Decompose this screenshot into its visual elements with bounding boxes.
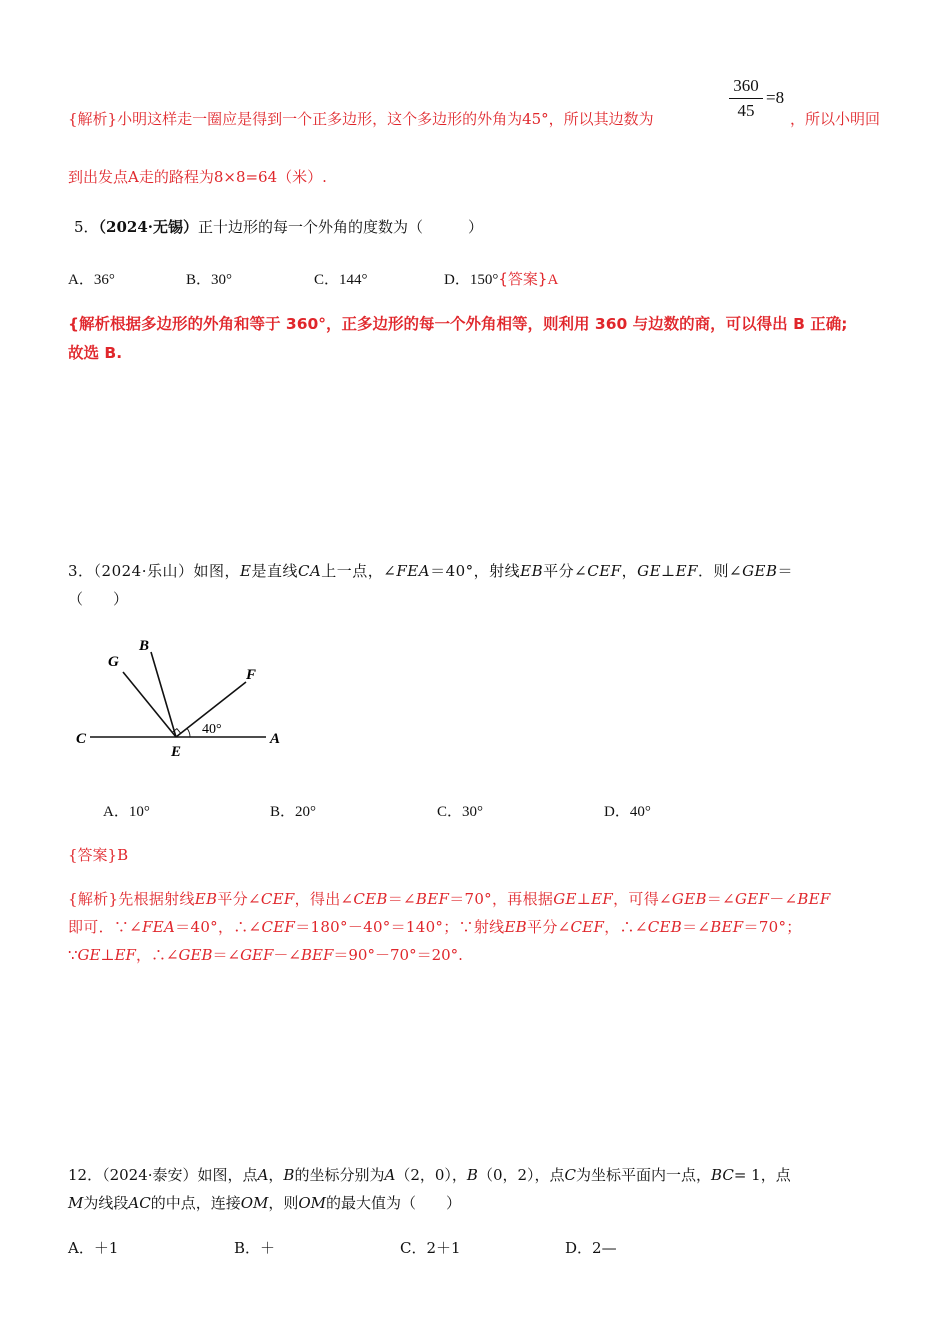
q3-stem-line2: （ ） (68, 590, 129, 608)
q5-analysis-line1: {解析根据多边形的外角和等于 360°，正多边形的每一个外角相等，则利用 360 与边数的商，可以得出 B 正确; (68, 315, 848, 333)
q12-number: 12． (68, 1166, 103, 1184)
q12-stem-line2: M为线段AC的中点，连接OM，则OM的最大值为（ ） (68, 1194, 462, 1212)
label-a: A (270, 731, 281, 747)
q3-option-c: C．30° (437, 804, 484, 820)
q12-option-a: A．＋1 (68, 1239, 119, 1257)
q5-option-c: C．144° (314, 272, 368, 288)
q3-analysis-line3: ∵GE⊥EF，∴∠GEB＝∠GEF－∠BEF＝90°－70°＝20°. (68, 946, 463, 964)
prev-analysis-line1: {解析}小明这样走一圈应是得到一个正多边形，这个多边形的外角为45°，所以其边数为 (68, 110, 654, 128)
prev-analysis-tail: ，所以小明回 (790, 110, 881, 128)
angle-label: 40° (202, 722, 222, 737)
q5-stem: 正十边形的每一个外角的度数为（ ） (198, 218, 484, 236)
q5-stem-line (74, 216, 483, 237)
q12-option-d: D．2— (565, 1239, 617, 1257)
q5-option-b: B．30° (186, 272, 233, 288)
fraction-360-over-45: 360 45 (729, 75, 763, 122)
q3-analysis-line1: {解析}先根据射线EB平分∠CEF，得出∠CEB＝∠BEF＝70°，再根据GE⊥EF，可得∠GEB＝∠GEF－∠BEF (68, 890, 831, 908)
q3-analysis-line2: 即可．∵∠FEA＝40°，∴∠CEF＝180°－40°＝140°；∵射线EB平分∠CEF，∴∠CEB＝∠BEF＝70°； (68, 918, 802, 936)
q3-angle-figure (60, 625, 300, 765)
q3-number: 3． (68, 562, 94, 580)
q3-option-d: D．40° (604, 804, 651, 820)
q12-option-b: B．＋ (234, 1239, 276, 1257)
prev-analysis-line2: 到出发点A走的路程为8×8=64（米）. (68, 168, 327, 186)
label-g: G (108, 654, 119, 670)
label-e: E (171, 744, 182, 760)
q3-answer: {答案}B (68, 846, 129, 864)
q5-analysis-line2: 故选 B. (68, 344, 123, 362)
q3-stem-line1: 3．（2024·乐山）如图，E是直线CA上一点，∠FEA＝40°，射线EB平分∠CEF，GE⊥EF．则∠GEB＝ (68, 562, 794, 580)
q12-source: （2024·泰安） (102, 1166, 198, 1184)
q5-number: 5． (74, 218, 99, 236)
ray-eb (151, 652, 176, 737)
q5-option-a: A．36° (68, 272, 115, 288)
q5-answer-label: {答案} (498, 270, 548, 288)
angle-arc (187, 728, 190, 737)
q3-source: （2024·乐山） (93, 562, 194, 580)
fraction-result: =8 (766, 88, 785, 107)
q5-answer-value: A (547, 272, 559, 288)
q5-option-d: D．150°{答案}A (444, 270, 559, 288)
label-b: B (139, 638, 150, 654)
q12-option-c: C．2＋1 (400, 1239, 461, 1257)
q3-option-a: A．10° (103, 804, 150, 820)
q3-option-b: B．20° (270, 804, 317, 820)
ray-eg (123, 672, 176, 737)
q12-stem-line1: 12．（2024·泰安）如图，点A，B的坐标分别为A（2，0），B（0，2），点C为坐标平面内一点，BC= 1，点 (68, 1166, 791, 1184)
q5-source: （2024·无锡） (98, 218, 199, 236)
label-c: C (76, 731, 87, 747)
label-f: F (246, 667, 257, 683)
